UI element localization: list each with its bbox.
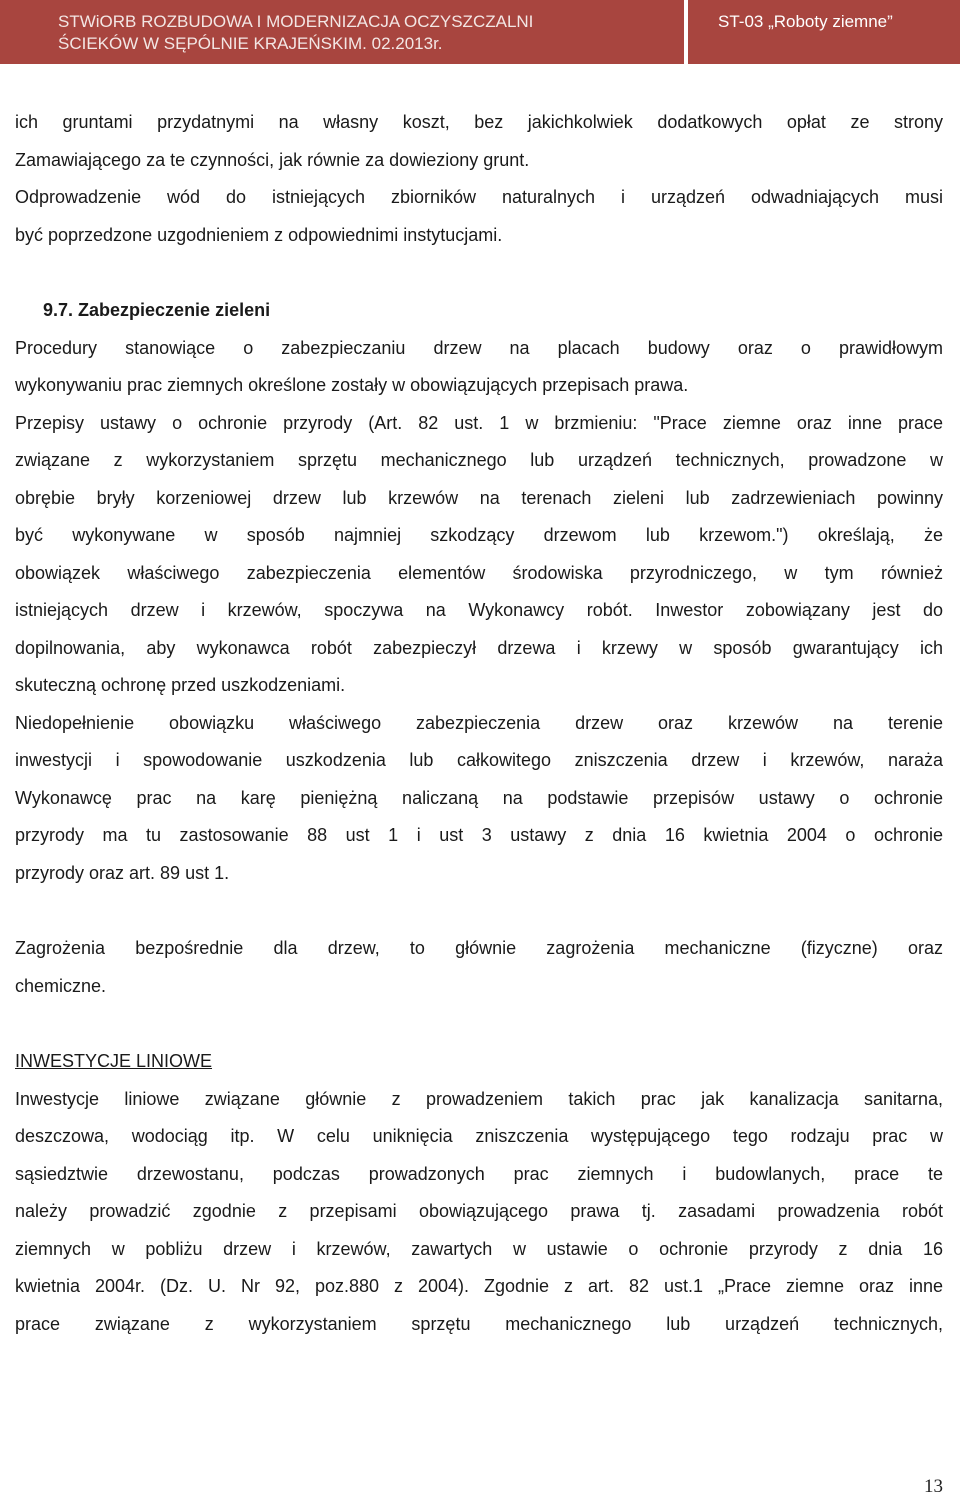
spec-code: ST-03 „Roboty ziemne” [718,12,893,31]
text-line: Procedury stanowiące o zabezpieczaniu drzew na placach budowy oraz o prawidłowym [15,337,943,358]
text-line: istniejących drzew i krzewów, spoczywa na Wykonawcy robót. Inwestor zobowiązany jest do [15,600,943,620]
text-line: Wykonawcę prac na karę pieniężną naliczaną na podstawie przepisów ustawy o ochronie [15,787,943,808]
text-line: związane z wykorzystaniem sprzętu mechanicznego lub urządzeń technicznych, prowadzone w [15,450,943,470]
text-line: ziemnych w pobliżu drzew i krzewów, zawartych w ustawie o ochronie przyrody z dnia 16 [15,1238,943,1259]
text-line: prace związane z wykorzystaniem sprzętu mechanicznego lub urządzeń technicznych, [15,1313,943,1334]
subheading-text: INWESTYCJE LINIOWE [15,1051,213,1071]
paragraph-penalty [15,705,943,893]
text-line: Przepisy ustawy o ochronie przyrody (Art. 82 ust. 1 w brzmieniu: "Prace ziemne oraz inne prace [15,412,943,433]
page-number: 13 [924,1476,943,1497]
paragraph-linear-investments [15,1081,943,1344]
text-line: Zagrożenia bezpośrednie dla drzew, to głównie zagrożenia mechaniczne (fizyczne) oraz [15,938,943,958]
text-line: Odprowadzenie wód do istniejących zbiorników naturalnych i urządzeń odwadniających musi [15,187,943,207]
text-line: obrębie bryły korzeniowej drzew lub krzewów na terenach zieleni lub zadrzewieniach powinny [15,487,943,508]
document-title-line-1: STWiORB ROZBUDOWA I MODERNIZACJA OCZYSZCZALNI [58,12,534,31]
text-line: dopilnowania, aby wykonawca robót zabezpieczył drzewa i krzewy w sposób gwarantujący ich [15,637,943,658]
document-title-line-2: ŚCIEKÓW W SĘPÓLNIE KRAJEŃSKIM. 02.2013r. [58,34,443,53]
spacer [15,892,943,930]
spacer [15,1005,943,1043]
text-line: wykonywaniu prac ziemnych określone zostały w obowiązujących przepisach prawa. [15,375,689,395]
document-body [15,104,943,1343]
spec-code-banner [688,0,960,64]
paragraph-threats [15,930,943,1005]
text-line: kwietnia 2004r. (Dz. U. Nr 92, poz.880 z 2004). Zgodnie z art. 82 ust.1 „Prace ziemne oraz inne [15,1276,943,1296]
spacer [15,254,943,292]
text-line: inwestycji i spowodowanie uszkodzenia lub całkowitego zniszczenia drzew i krzewów, naraża [15,750,943,770]
paragraph-soil-disposal [15,104,943,254]
text-line: przyrody ma tu zastosowanie 88 ust 1 i ust 3 ustawy z dnia 16 kwietnia 2004 o ochronie [15,825,943,845]
text-line: być wykonywane w sposób najmniej szkodzący drzewom lub krzewom.") określają, że [15,525,943,545]
page-header [0,0,960,64]
subheading-linear-investments [15,1043,943,1081]
text-line: sąsiedztwie drzewostanu, podczas prowadzonych prac ziemnych i budowlanych, prace te [15,1163,943,1184]
text-line: Zamawiającego za te czynności, jak równie za dowieziony grunt. [15,149,530,170]
text-line: obowiązek właściwego zabezpieczenia elementów środowiska przyrodniczego, w tym również [15,562,943,583]
text-line: Niedopełnienie obowiązku właściwego zabezpieczenia drzew oraz krzewów na terenie [15,712,943,733]
text-line: skuteczną ochronę przed uszkodzeniami. [15,675,346,695]
section-title: 9.7. Zabezpieczenie zieleni [43,300,271,320]
document-title-banner [0,0,684,64]
text-line: być poprzedzone uzgodnieniem z odpowiednimi instytucjami. [15,224,503,245]
text-line: należy prowadzić zgodnie z przepisami obowiązującego prawa tj. zasadami prowadzenia robót [15,1201,943,1221]
text-line: chemiczne. [15,975,107,996]
paragraph-nature-law [15,405,943,705]
text-line: ich gruntami przydatnymi na własny koszt, bez jakichkolwiek dodatkowych opłat ze strony [15,112,943,132]
text-line: przyrody oraz art. 89 ust 1. [15,862,230,883]
text-line: deszczowa, wodociąg itp. W celu uniknięcia zniszczenia występującego tego rodzaju prac w [15,1126,943,1146]
paragraph-procedures [15,330,943,405]
text-line: Inwestycje liniowe związane głównie z prowadzeniem takich prac jak kanalizacja sanitarna, [15,1088,943,1109]
